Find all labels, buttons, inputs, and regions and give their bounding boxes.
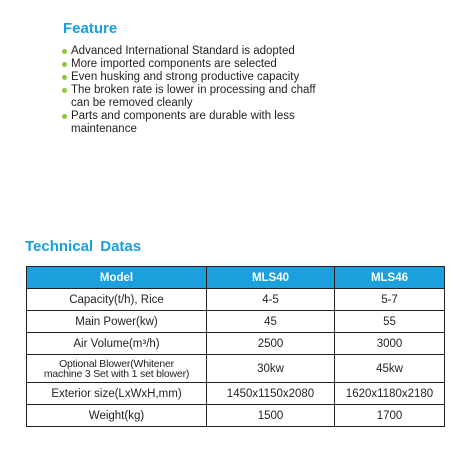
header-mls46: MLS46: [335, 267, 445, 289]
value-mls46: 1620x1180x2180: [335, 383, 445, 405]
technical-heading: Technical Datas: [25, 238, 142, 255]
row-label: Optional Blower(Whitener machine 3 Set with 1 set blower): [27, 355, 207, 383]
value-mls46: 55: [335, 311, 445, 333]
table-row: [27, 383, 445, 405]
feature-item-text: Even husking and strong productive capacity: [71, 71, 300, 83]
table-row: [27, 333, 445, 355]
value-mls46: 5-7: [335, 289, 445, 311]
bullet-dot-icon: [62, 49, 67, 54]
value-mls40: 45: [207, 311, 335, 333]
feature-item: [62, 71, 316, 84]
value-mls40: 1450x1150x2080: [207, 383, 335, 405]
value-mls46: 45kw: [335, 355, 445, 383]
value-mls46: 1700: [335, 405, 445, 427]
header-model: Model: [27, 267, 207, 289]
feature-item: [62, 58, 316, 71]
feature-item-text: Parts and components are durable with less maintenance: [71, 110, 295, 135]
feature-item-text: Advanced International Standard is adopted: [71, 45, 295, 57]
bullet-dot-icon: [62, 62, 67, 67]
spec-table: [26, 266, 445, 427]
row-label: Weight(kg): [27, 405, 207, 427]
value-mls40: 4-5: [207, 289, 335, 311]
value-mls46: 3000: [335, 333, 445, 355]
value-mls40: 1500: [207, 405, 335, 427]
bullet-dot-icon: [62, 88, 67, 93]
table-row: [27, 405, 445, 427]
value-mls40: 2500: [207, 333, 335, 355]
row-label: Exterior size(LxWxH,mm): [27, 383, 207, 405]
row-label: Air Volume(m³/h): [27, 333, 207, 355]
table-row: [27, 311, 445, 333]
feature-item-text: The broken rate is lower in processing and chaff can be removed cleanly: [71, 84, 316, 109]
feature-item: [62, 45, 316, 58]
feature-item: [62, 110, 316, 136]
row-label: Capacity(t/h), Rice: [27, 289, 207, 311]
table-header-row: [27, 267, 445, 289]
feature-item-text: More imported components are selected: [71, 58, 277, 70]
feature-item: [62, 84, 316, 110]
bullet-dot-icon: [62, 114, 67, 119]
table-row: [27, 355, 445, 383]
feature-list: [62, 45, 316, 136]
header-mls40: MLS40: [207, 267, 335, 289]
value-mls40: 30kw: [207, 355, 335, 383]
table-row: [27, 289, 445, 311]
bullet-dot-icon: [62, 75, 67, 80]
row-label: Main Power(kw): [27, 311, 207, 333]
feature-heading: Feature: [63, 20, 118, 37]
